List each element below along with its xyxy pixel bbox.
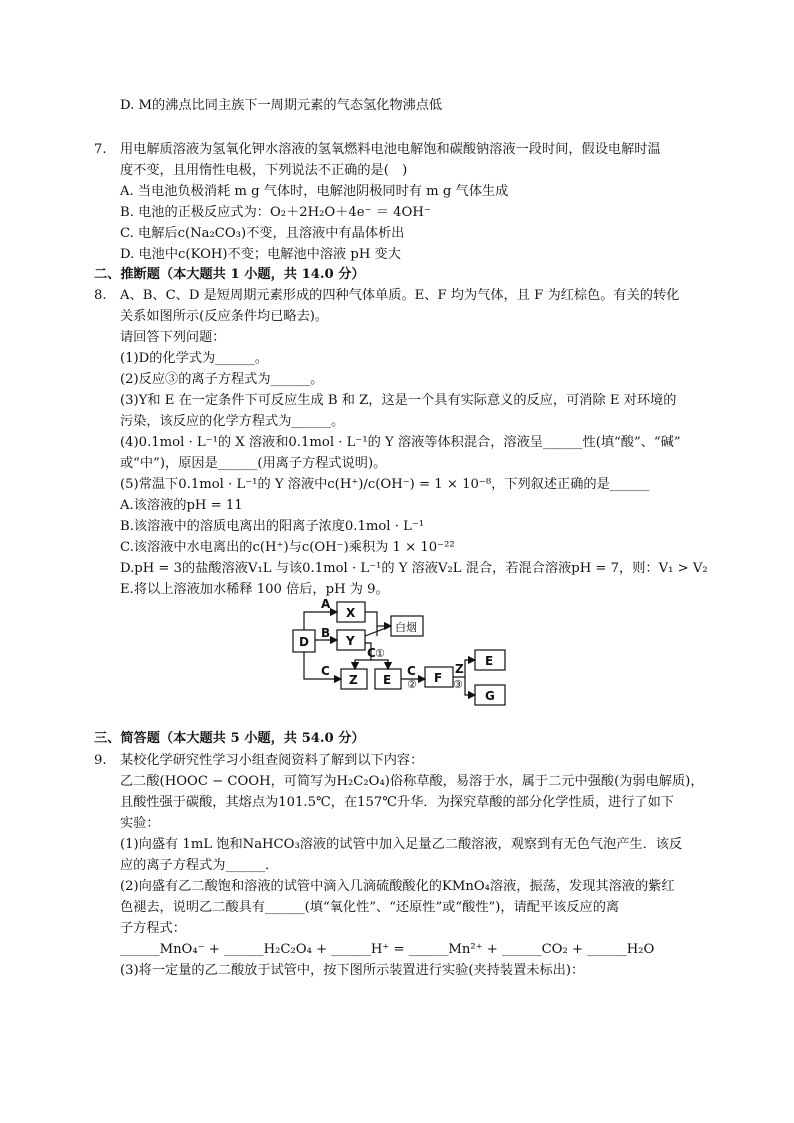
q7-option-c: C. 电解后c(Na₂CO₃)不变，且溶液中有晶体析出: [120, 226, 405, 241]
q9-line-1: 某校化学研究性学习小组查阅资料了解到以下内容：: [120, 753, 424, 768]
q9-line-9: 子方程式：: [120, 921, 186, 936]
question-number-9: 9.: [94, 753, 107, 768]
reaction-1-marker: ①: [375, 647, 385, 660]
q9-line-4: 实验：: [120, 816, 160, 831]
q8-line-1: A、B、C、D 是短周期元素形成的四种气体单质。E、F 均为气体，且 F 为红棕色。有关的转化: [120, 288, 680, 303]
q8-line-10: (5)常温下0.1mol · L⁻¹的 Y 溶液中c(H⁺)/c(OH⁻) = 1 × 10⁻⁸，下列叙述正确的是______: [120, 477, 650, 492]
q9-line-2: 乙二酸(HOOC − COOH，可简写为H₂C₂O₄)俗称草酸，易溶于水，属于二元中强酸(为弱电解质)，: [120, 774, 704, 789]
arrow-label-c: C: [321, 664, 330, 678]
question-number-7: 7.: [94, 142, 107, 157]
q8-line-3: 请回答下列问题：: [120, 330, 226, 345]
section-2-heading: 二、推断题（本大题共 1 小题，共 14.0 分）: [94, 267, 365, 282]
q8-line-9: 或“中”)，原因是______(用离子方程式说明)。: [120, 456, 387, 471]
arrow-label-z-r3: Z: [455, 662, 464, 676]
arrow-label-a: A: [321, 597, 331, 611]
q9-line-3: 且酸性强于碳酸，其熔点为101.5℃，在157℃升华．为探究草酸的部分化学性质，进行了如下: [120, 795, 674, 810]
q8-line-2: 关系如图所示(反应条件均已略去)。: [120, 309, 329, 324]
label-e2: E: [485, 654, 494, 668]
q7-stem-line-2: 度不变，且用惰性电极，下列说法不正确的是( ): [120, 163, 408, 178]
q8-line-7: 污染，该反应的化学方程式为______。: [120, 414, 345, 429]
reaction-3-marker: ③: [453, 678, 463, 691]
question-number-8: 8.: [94, 288, 107, 303]
label-d: D: [299, 635, 309, 649]
q8-line-8: (4)0.1mol · L⁻¹的 X 溶液和0.1mol · L⁻¹的 Y 溶液等体积混合，溶液呈______性(填“酸”、“碱”: [120, 435, 681, 450]
q7-option-d: D. 电池中c(KOH)不变；电解池中溶液 pH 变大: [120, 247, 401, 262]
q9-line-10: ______MnO₄⁻ + ______H₂C₂O₄ + ______H⁺ = ______Mn²⁺ + ______CO₂ + ______H₂O: [120, 942, 655, 957]
q8-line-11: A.该溶液的pH = 11: [120, 498, 243, 513]
q9-line-5: (1)向盛有 1mL 饱和NaHCO₃溶液的试管中加入足量乙二酸溶液，观察到有无色气泡产生．该反: [120, 837, 683, 852]
q8-line-4: (1)D的化学式为______。: [120, 351, 268, 366]
q8-line-6: (3)Y和 E 在一定条件下可反应生成 B 和 Z，这是一个具有实际意义的反应，可消除 E 对环境的: [120, 393, 677, 408]
label-g: G: [485, 689, 495, 703]
option-d-prev: D. M的沸点比同主族下一周期元素的气态氢化物沸点低: [120, 98, 443, 113]
q7-option-a: A. 当电池负极消耗 m g 气体时，电解池阴极同时有 m g 气体生成: [120, 184, 509, 199]
label-y: Y: [346, 634, 355, 648]
q9-line-7: (2)向盛有乙二酸饱和溶液的试管中滴入几滴硫酸酸化的KMnO₄溶液，振荡，发现其溶液的紫红: [120, 879, 675, 894]
q8-line-14: D.pH = 3的盐酸溶液V₁L 与该0.1mol · L⁻¹的 Y 溶液V₂L 混合，若混合溶液pH = 7，则：V₁ > V₂: [120, 561, 708, 576]
q8-line-12: B.该溶液中的溶质电离出的阳离子浓度0.1mol · L⁻¹: [120, 519, 425, 534]
q9-line-11: (3)将一定量的乙二酸放于试管中，按下图所示装置进行实验(夹持装置未标出)：: [120, 963, 585, 978]
arrow-label-c-r1: C: [367, 646, 376, 660]
arrow-label-c-r2: C: [407, 664, 416, 678]
q8-line-13: C.该溶液中水电离出的c(H⁺)与c(OH⁻)乘积为 1 × 10⁻²²: [120, 540, 455, 555]
q9-line-6: 应的离子方程式为______．: [120, 858, 279, 873]
label-smoke: 白烟: [395, 621, 417, 634]
q9-line-8: 色褪去，说明乙二酸具有______(填“氧化性”、“还原性”或“酸性”)，请配平该反应的离: [120, 900, 620, 915]
label-e: E: [383, 673, 392, 687]
q7-option-b: B. 电池的正极反应式为：O₂＋2H₂O＋4e⁻ ＝ 4OH⁻: [120, 205, 431, 220]
reaction-2-marker: ②: [407, 678, 417, 691]
label-x: X: [346, 606, 356, 620]
q7-stem-line-1: 用电解质溶液为氢氧化钾水溶液的氢氧燃料电池电解饱和碳酸钠溶液一段时间，假设电解时温: [120, 142, 661, 157]
reaction-flow-diagram: [285, 596, 510, 708]
arrow-label-b: B: [321, 626, 331, 640]
q8-line-5: (2)反应③的离子方程式为______。: [120, 372, 324, 387]
q8-line-15: E.将以上溶液加水稀释 100 倍后，pH 为 9。: [120, 582, 389, 597]
label-z: Z: [349, 673, 358, 687]
label-f: F: [434, 671, 443, 685]
section-3-heading: 三、简答题（本大题共 5 小题，共 54.0 分）: [94, 731, 365, 746]
